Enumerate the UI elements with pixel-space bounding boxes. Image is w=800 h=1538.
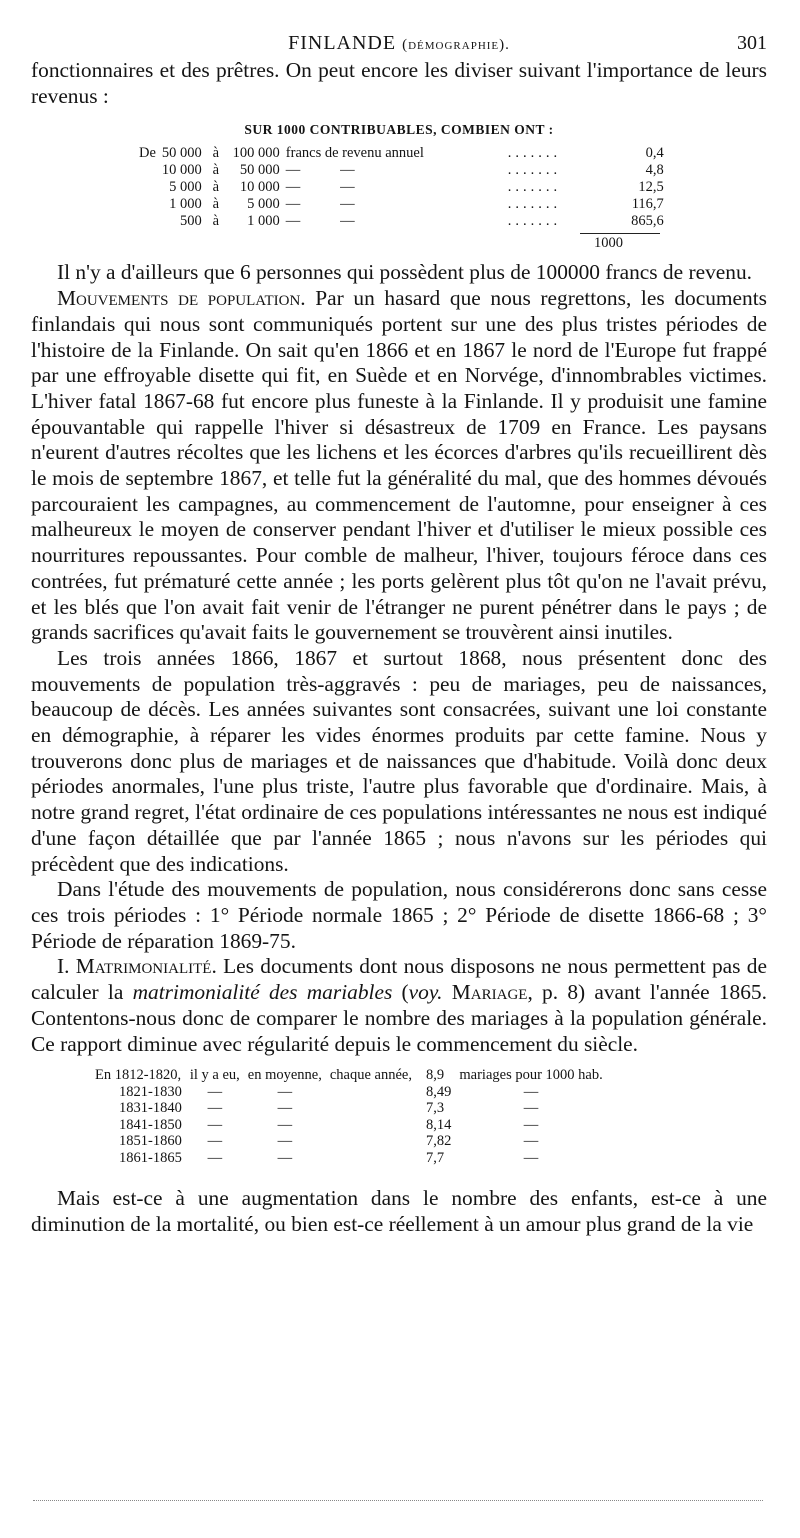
marriage-row bbox=[91, 1067, 607, 1084]
paragraph-text: Par un hasard que nous regrettons, les documents finlandais qui nous sont communiqués portent sur une des plus tristes périodes de l'histoire de la Finlande. On sait qu'en 1866 et en 1867 le nord de l'Europe fut frappé par une effroyable disette qui fit, en Suède et en Norvége, d'innombrables victimes. L'hiver fatal 1867-68 fut encore plus funeste à la Finlande. Il y produisit une famine épouvantable qui rappelle l'hiver si désastreux de 1709 en France. Les paysans n'eurent d'autres récoltes que les lichens et les écorces d'arbres qu'ils recueillirent dès le mois de septembre 1867, et telle fut la généralité du mal, que des hommes dévoués parcouraient les campagnes, au commencement de l'automne, pour enseigner à ces malheureux le moyen de conserver pendant l'hiver et d'utiliser le mieux possible ces nourritures repoussantes. Pour comble de malheur, l'hiver, toujours féroce dans ces contrées, fut prématuré cette année ; les ports gelèrent plus tôt qu'on ne l'avait prévu, et les blés que l'on avait fait venir de l'étranger ne purent pénétrer dans le pays ; de grands sacrifices qu'avait faits le gouvernement se trouvèrent ainsi inutiles. bbox=[31, 286, 767, 645]
revenue-from: 10 000 bbox=[161, 162, 202, 179]
paragraph-three-periods: Dans l'étude des mouvements de population, nous considérerons donc sans cesse ces trois périodes : 1° Période normale 1865 ; 2° Période de disette 1866-68 ; 3° Période de réparation 1869-75. bbox=[31, 877, 767, 953]
marriage-row bbox=[91, 1150, 607, 1167]
marriage-unit: — bbox=[523, 1116, 539, 1133]
page-number: 301 bbox=[737, 32, 767, 54]
revenue-row bbox=[136, 196, 667, 213]
revenue-value: 4,8 bbox=[645, 162, 664, 179]
revenue-desc: — — bbox=[285, 162, 355, 179]
revenue-value: 865,6 bbox=[631, 213, 664, 230]
marriage-row bbox=[91, 1133, 607, 1150]
revenue-dots: ....... bbox=[507, 196, 562, 213]
marriage-col3 bbox=[326, 1084, 416, 1101]
marriage-rate-table bbox=[91, 1067, 607, 1166]
revenue-to: 10 000 bbox=[239, 179, 280, 196]
paragraph-rich-persons: Il n'y a d'ailleurs que 6 personnes qui possèdent plus de 100000 francs de revenu. bbox=[57, 260, 753, 285]
running-title bbox=[31, 32, 767, 55]
marriage-col1: — bbox=[207, 1083, 223, 1100]
revenue-to: 50 000 bbox=[239, 162, 280, 179]
marriage-col3 bbox=[326, 1133, 416, 1150]
header-title-sub: (démographie). bbox=[402, 37, 510, 53]
revenue-desc: francs de revenu annuel bbox=[285, 145, 424, 162]
section-heading-matrimonialite: I. Matrimonialité. bbox=[57, 954, 217, 979]
marriage-value: 7,7 bbox=[426, 1149, 445, 1166]
paragraph-text: Les documents dont nous disposons ne nous permettent pas de calculer la bbox=[31, 954, 767, 1005]
marriage-period: 1861-1865 bbox=[119, 1149, 182, 1166]
revenue-row bbox=[136, 179, 667, 196]
marriage-period: 1821-1830 bbox=[119, 1083, 182, 1100]
revenue-row bbox=[136, 145, 667, 162]
revenue-row bbox=[136, 213, 667, 230]
italic-term: matrimonialité des mariables bbox=[132, 980, 393, 1005]
marriage-row bbox=[91, 1100, 607, 1117]
marriage-value: 8,14 bbox=[426, 1116, 452, 1133]
section-heading-population: Mouvements de population. bbox=[57, 286, 306, 311]
paragraph-text: , p. 8) avant l'année 1865. Contentons-nous donc de comparer le nombre des mariages à la population générale. Ce rapport diminue avec régularité depuis le commencement du siècle. bbox=[31, 980, 767, 1056]
cross-reference: Mariage bbox=[451, 980, 528, 1005]
marriage-unit: mariages pour 1000 hab. bbox=[459, 1067, 603, 1084]
revenue-to: 1 000 bbox=[247, 213, 280, 230]
marriage-value: 8,9 bbox=[426, 1067, 445, 1084]
running-header bbox=[31, 32, 767, 58]
marriage-unit: — bbox=[523, 1100, 539, 1117]
paragraph-text bbox=[443, 980, 452, 1004]
revenue-dots: ....... bbox=[507, 179, 562, 196]
revenue-prefix: De bbox=[139, 145, 156, 162]
marriage-col1: — bbox=[207, 1116, 223, 1133]
marriage-row bbox=[91, 1117, 607, 1134]
marriage-period: 1851-1860 bbox=[119, 1133, 182, 1150]
revenue-dots: ....... bbox=[507, 162, 562, 179]
revenue-value: 0,4 bbox=[645, 145, 664, 162]
intro-paragraph: fonctionnaires et des prêtres. On peut encore les diviser suivant l'importance de leurs revenus : bbox=[31, 58, 767, 108]
revenue-desc: — — bbox=[285, 196, 355, 213]
bottom-dotted-rule bbox=[33, 1500, 763, 1501]
revenue-from: 5 000 bbox=[169, 179, 202, 196]
marriage-value: 8,49 bbox=[426, 1083, 452, 1100]
marriage-col2: — bbox=[277, 1116, 293, 1133]
marriage-col1: — bbox=[207, 1149, 223, 1166]
marriage-unit: — bbox=[523, 1149, 539, 1166]
revenue-table-caption: SUR 1000 CONTRIBUABLES, COMBIEN ONT : bbox=[244, 122, 554, 138]
revenue-to: 5 000 bbox=[247, 196, 280, 213]
revenue-to: 100 000 bbox=[232, 145, 280, 162]
marriage-unit: — bbox=[523, 1083, 539, 1100]
revenue-from: 1 000 bbox=[169, 196, 202, 213]
marriage-col2: — bbox=[277, 1149, 293, 1166]
marriage-value: 7,3 bbox=[426, 1100, 445, 1117]
paragraph-three-years: Les trois années 1866, 1867 et surtout 1868, nous présentent donc des mouvements de population très-aggravés : peu de mariages, peu de naissances, beaucoup de décès. Les années suivantes sont consacrées, suivant une loi constante en démographie, à réparer les vides énormes produits par cette famine. Nous y trouverons donc plus de mariages et de naissances que d'habitude. Voilà donc deux périodes anormales, l'une plus triste, l'autre plus favorable que d'ordinaire. Mais, à notre grand regret, l'état ordinaire de ces populations intéressantes ne nous est indiqué d'une façon détaillée que par l'année 1865 ; nous n'avons sur les périodes qui précèdent que des indications. bbox=[31, 645, 767, 876]
marriage-period: En 1812-1820, bbox=[95, 1067, 182, 1084]
revenue-table-total: 1000 bbox=[594, 235, 623, 252]
revenue-row bbox=[136, 162, 667, 179]
revenue-table bbox=[136, 145, 667, 230]
paragraph-text: ( bbox=[392, 980, 409, 1005]
marriage-col3: chaque année, bbox=[329, 1067, 412, 1084]
revenue-desc: — — bbox=[285, 213, 355, 230]
header-title-main: FINLANDE bbox=[288, 32, 397, 54]
marriage-col3 bbox=[326, 1117, 416, 1134]
revenue-to-word: à bbox=[212, 162, 220, 179]
paragraph-final: Mais est-ce à une augmentation dans le nombre des enfants, est-ce à une diminution de la mortalité, ou bien est-ce réellement à un amour plus grand de la vie bbox=[31, 1186, 767, 1236]
revenue-from bbox=[136, 145, 205, 162]
paragraph-matrimonialite bbox=[31, 954, 767, 1057]
revenue-to-word: à bbox=[212, 213, 220, 230]
marriage-period: 1841-1850 bbox=[119, 1116, 182, 1133]
marriage-col2: en moyenne, bbox=[247, 1067, 322, 1084]
marriage-row bbox=[91, 1084, 607, 1101]
marriage-col3 bbox=[326, 1150, 416, 1167]
marriage-col1: il y a eu, bbox=[189, 1067, 240, 1084]
revenue-value: 116,7 bbox=[631, 196, 664, 213]
revenue-to-word: à bbox=[212, 179, 220, 196]
revenue-dots: ....... bbox=[507, 213, 562, 230]
italic-voy: voy. bbox=[408, 980, 443, 1005]
marriage-col1: — bbox=[207, 1133, 223, 1150]
marriage-value: 7,82 bbox=[426, 1133, 452, 1150]
revenue-to-word: à bbox=[212, 196, 220, 213]
paragraph-population-movements bbox=[31, 286, 767, 646]
revenue-value: 12,5 bbox=[638, 179, 664, 196]
book-page bbox=[31, 32, 767, 1238]
marriage-col2: — bbox=[277, 1100, 293, 1117]
marriage-col3 bbox=[326, 1100, 416, 1117]
revenue-from: 500 bbox=[180, 213, 202, 230]
revenue-desc: — — bbox=[285, 179, 355, 196]
revenue-from-value: 50 000 bbox=[161, 145, 202, 162]
marriage-col2: — bbox=[277, 1083, 293, 1100]
marriage-col2: — bbox=[277, 1133, 293, 1150]
marriage-col1: — bbox=[207, 1100, 223, 1117]
marriage-unit: — bbox=[523, 1133, 539, 1150]
revenue-dots: ....... bbox=[507, 145, 562, 162]
marriage-period: 1831-1840 bbox=[119, 1100, 182, 1117]
revenue-to-word: à bbox=[212, 145, 220, 162]
